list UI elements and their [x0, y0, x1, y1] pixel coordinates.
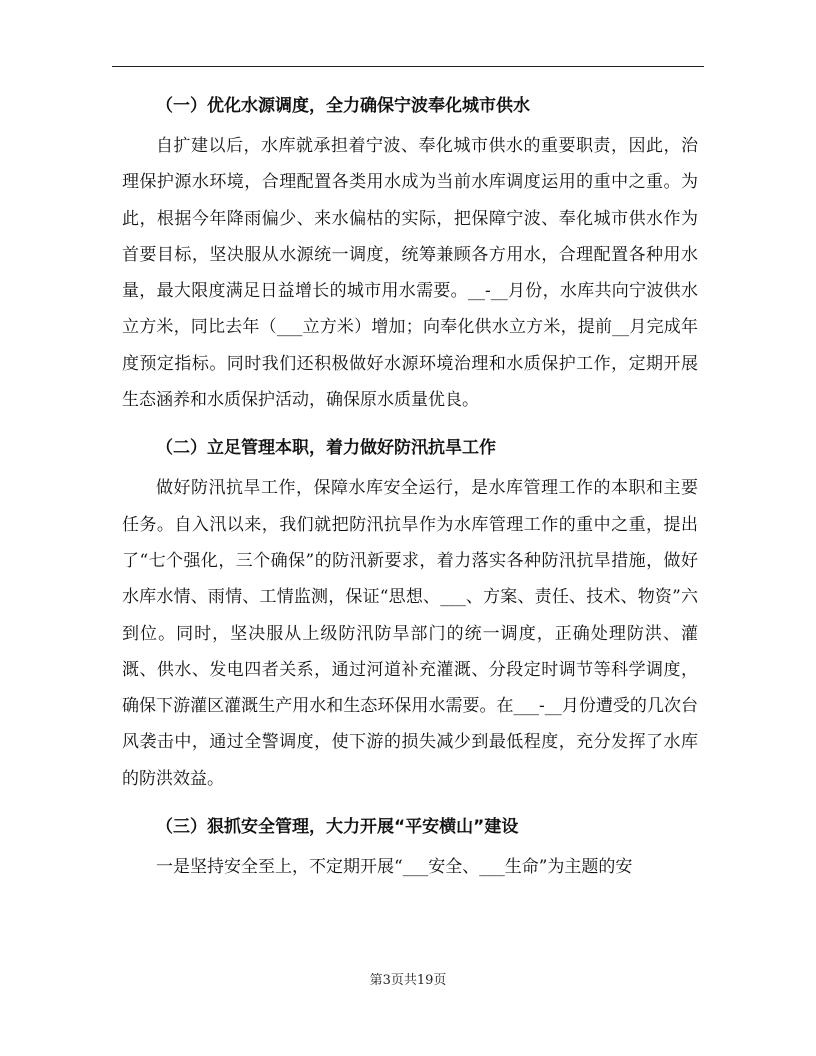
section-heading-3: （三）狠抓安全管理，大力开展“平安横山”建设 — [156, 817, 519, 838]
section-spacer — [122, 418, 698, 430]
section-heading-1: （一）优化水源调度，全力确保宁波奉化城市供水 — [156, 96, 530, 116]
page-number-footer: 第3页共19页 — [369, 973, 447, 988]
section-paragraph-1: 自扩建以后，水库就承担着宁波、奉化城市供水的重要职责，因此，治理保护源水环境，合理配置各类用水成为当前水库调度运用的重中之重。为此，根据今年降雨偏少、来水偏枯的实际，把保障宁波、奉化城市供水作为首要目标，坚决服从水源统一调度，统筹兼顾各方用水，合理配置各种用水量，最大限度满足日益增长的城市用水需要。__-__月份，水库共向宁波供水立方米，同比去年（___立方米）增加；向奉化供水立方米，提前__月完成年度预定指标。同时我们还积极做好水源环境治理和水质保护工作，定期开展生态涵养和水质保护活动，确保原水质量优良。 — [122, 136, 698, 411]
section-paragraph-3: 一是坚持安全至上，不定期开展“___安全、___生命”为主题的安 — [156, 857, 633, 878]
section-paragraph-2: 做好防汛抗旱工作，保障水库安全运行，是水库管理工作的本职和主要任务。自入汛以来，我们就把防汛抗旱作为水库管理工作的重中之重，提出了“七个强化，三个确保”的防汛新要求，着力落实各种防汛抗旱措施，做好水库水情、雨情、工情监测，保证“思想、___、方案、责任、技术、物资”六到位。同时，坚决服从上级防汛防旱部门的统一调度，正确处理防洪、灌溉、供水、发电四者关系，通过河道补充灌溉、分段定时调节等科学调度，确保下游灌区灌溉生产用水和生态环保用水需要。在___-__月份遭受的几次台风袭击中，通过全警调度，使下游的损失减少到最低程度，充分发挥了水库的防洪效益。 — [122, 478, 698, 789]
section-spacer — [122, 797, 698, 809]
header-rule — [112, 66, 704, 67]
document-body — [122, 88, 698, 885]
section-heading-2: （二）立足管理本职，着力做好防汛抗旱工作 — [156, 438, 496, 459]
